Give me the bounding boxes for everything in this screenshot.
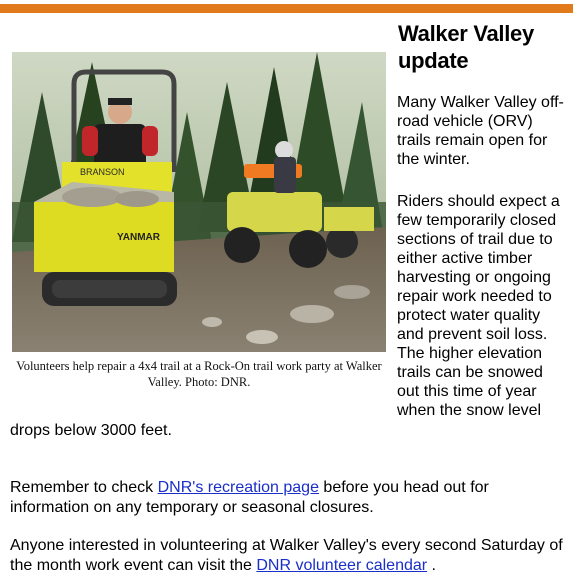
volunteer-calendar-link[interactable]: DNR volunteer calendar <box>256 557 428 574</box>
recreation-page-link[interactable]: DNR's recreation page <box>157 479 319 496</box>
reminder-text-before: Remember to check <box>10 479 158 496</box>
machine-brand-text: BRANSON <box>80 167 125 177</box>
reminder-paragraph <box>10 478 565 518</box>
lede-paragraph: Many Walker Valley off-road vehicle (ORV) trails remain open for the winter. <box>397 94 564 168</box>
trail-work-photo-image <box>12 52 386 352</box>
article-photo-figure <box>12 52 386 390</box>
conditions-paragraph: Riders should expect a few temporarily closed sections of trail due to either active timber harvesting or ongoing repair work needed to protect water quality and prevent soil loss. The higher elevation trails can be snowed out this time of year when the snow level <box>397 193 560 419</box>
page-title <box>398 20 568 74</box>
volunteer-text-before: Anyone interested in volunteering at Walker Valley's every second Saturday of the month work event can visit the <box>10 537 563 574</box>
volunteer-text-after: . <box>427 557 436 574</box>
trail-work-photo <box>12 52 386 352</box>
reminder-text-after: before you head out for information on any temporary or seasonal closures. <box>10 479 489 516</box>
title-line-1: Walker Valley <box>398 21 534 46</box>
header-accent-rule <box>0 4 573 13</box>
conditions-paragraph-tail: drops below 3000 feet. <box>10 422 172 439</box>
volunteer-paragraph <box>10 536 570 576</box>
title-line-2: update <box>398 48 469 73</box>
machine-model-text: YANMAR <box>117 232 160 243</box>
photo-caption: Volunteers help repair a 4x4 trail at a Rock-On trail work party at Walker Valley. Photo: DNR. <box>16 359 382 389</box>
